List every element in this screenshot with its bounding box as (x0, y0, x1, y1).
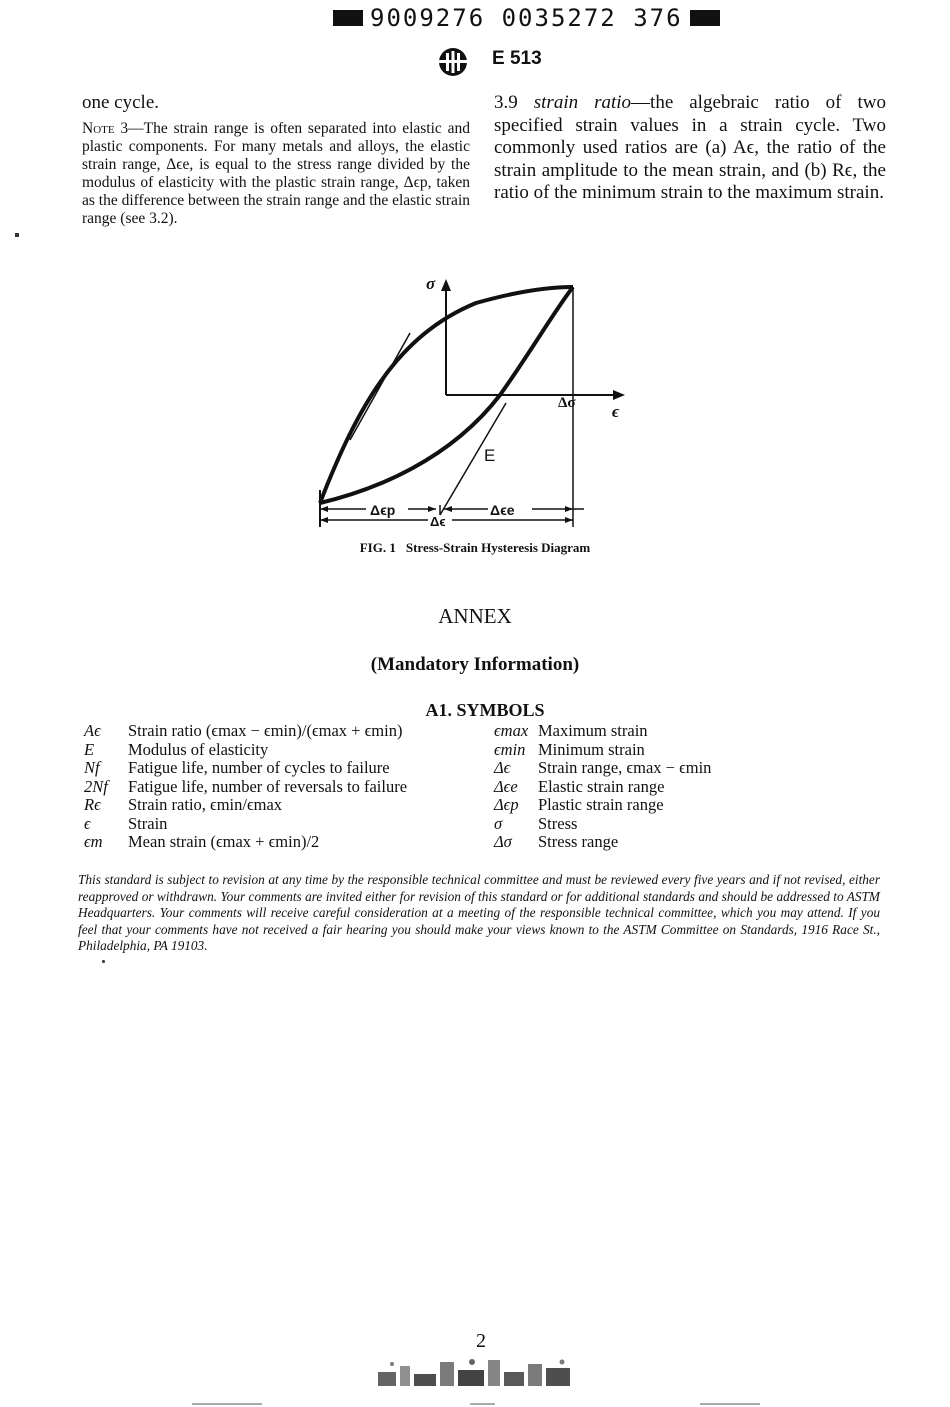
symbol-row (84, 759, 484, 778)
left-column (82, 92, 470, 228)
page-number: 2 (476, 1330, 486, 1352)
barcode-block-right (690, 10, 720, 26)
delta-sigma-label: Δσ (558, 395, 576, 411)
delta-e-label: Δϵ (430, 514, 446, 529)
symbol: Nf (84, 758, 100, 777)
barcode-bar (0, 4, 950, 32)
symbol: Δϵe (494, 776, 518, 796)
symbol-row (84, 815, 484, 834)
symbol-row (494, 796, 894, 815)
symbol-row (494, 833, 894, 852)
symbol: ϵmax (494, 721, 529, 740)
symbol-row (84, 741, 484, 760)
symbol-description: Stress (538, 813, 578, 833)
term: strain ratio (533, 92, 632, 113)
figure-title: Stress-Strain Hysteresis Diagram (405, 540, 591, 555)
annex-title: ANNEX (438, 604, 512, 628)
symbol-row (84, 833, 484, 852)
lead-text: one cycle. (82, 92, 160, 113)
margin-mark (15, 233, 19, 237)
symbol-row (84, 722, 484, 741)
definition-3-9 (494, 92, 886, 205)
delta-ep-label: Δϵp (370, 502, 396, 518)
barcode-block-left (333, 10, 363, 26)
note-3 (82, 120, 470, 228)
sigma-arrowhead (441, 279, 451, 291)
symbol-row (494, 741, 894, 760)
symbol-description: Maximum strain (538, 721, 648, 740)
symbol: Δϵ (494, 758, 511, 777)
symbol: Rϵ (84, 795, 101, 814)
modulus-slope-line (440, 403, 506, 515)
symbol-description: Modulus of elasticity (128, 739, 269, 759)
symbol: Δϵp (494, 795, 519, 814)
symbol-description: Elastic strain range (538, 776, 665, 796)
symbol: 2Nf (84, 776, 108, 796)
sigma-label: σ (426, 274, 436, 293)
symbol: ϵmin (494, 739, 526, 759)
right-column (494, 92, 886, 205)
symbol-description: Strain (128, 813, 168, 833)
symbol-description: Stress range (538, 832, 619, 851)
symbol-row (84, 796, 484, 815)
symbol-description: Strain ratio (ϵmax − ϵmin)/(ϵmax + ϵmin) (128, 721, 403, 740)
symbol-description: Plastic strain range (538, 795, 664, 814)
modulus-label: E (484, 446, 496, 465)
hysteresis-diagram (300, 265, 640, 540)
symbol-description: Mean strain (ϵmax + ϵmin)/2 (128, 832, 320, 851)
figure-number: FIG. 1 (359, 540, 396, 555)
symbol: E (84, 739, 95, 759)
symbol: ϵ (84, 813, 91, 833)
revision-notice: This standard is subject to revision at any time by the responsible technical committee and must be reviewed every five years and if not revised, either reapproved or withdrawn. Your comments are invited either for revision of this standard or for additional standards and should be addressed to ASTM Headquarters. Your comments will receive careful consideration at a meeting of the responsible technical committee, which you may attend. If you feel that your comments have not received a fair hearing you should make your views known to the ASTM Committee on Standards, 1916 Race St., Philadelphia, PA 19103. (78, 872, 880, 953)
figure-caption (0, 540, 950, 556)
note-number: 3 (120, 120, 129, 137)
symbol-description: Strain ratio, ϵmin/ϵmax (128, 795, 283, 814)
symbols-heading: A1. SYMBOLS (425, 700, 545, 720)
symbol: ϵm (84, 832, 103, 851)
symbol-description: Strain range, ϵmax − ϵmin (538, 758, 712, 777)
barcode-text: 9009276 0035272 376 (370, 4, 683, 32)
astm-logo-icon (436, 46, 470, 78)
symbol-row (494, 722, 894, 741)
symbol: Δσ (494, 832, 512, 851)
symbols-table-right (494, 722, 894, 852)
symbol-row (494, 778, 894, 797)
symbol-row (84, 778, 484, 797)
symbol-row (494, 759, 894, 778)
note-label: Note (82, 120, 115, 137)
document-code: E 513 (492, 48, 542, 69)
annex-subtitle: (Mandatory Information) (370, 654, 580, 675)
delta-ee-label: Δϵe (490, 502, 515, 518)
initial-slope-line (350, 333, 410, 440)
symbol-description: Minimum strain (538, 739, 645, 759)
note-text: —The strain range is often separated into elastic and plastic components. For many metals and alloys, the elastic strain range, Δϵe, is equal to the stress range divided by the modulus of elasticity with the plastic strain range, Δϵp, taken as the difference between the strain range and the elastic strain range (see 3.2). (82, 120, 470, 227)
definition-text: —the algebraic ratio of two specified strain values in a strain cycle. Two commonly used ratios are (a) Aϵ, the ratio of the strain amplitude to the mean strain, and (b) Rϵ, the ratio of the minimum strain to the maximum strain. (494, 92, 886, 203)
symbol-description: Fatigue life, number of cycles to failure (128, 758, 390, 777)
symbol-description: Fatigue life, number of reversals to failure (128, 776, 408, 796)
symbols-table-left (84, 722, 484, 852)
epsilon-arrowhead (613, 390, 625, 400)
section-number: 3.9 (494, 92, 518, 113)
stray-dot (102, 960, 105, 963)
scan-stamp-mark (372, 1354, 582, 1394)
symbol: σ (494, 813, 503, 833)
symbol: Aϵ (84, 721, 101, 740)
epsilon-label: ϵ (612, 402, 620, 421)
symbol-row (494, 815, 894, 834)
bottom-rules (0, 1400, 950, 1407)
